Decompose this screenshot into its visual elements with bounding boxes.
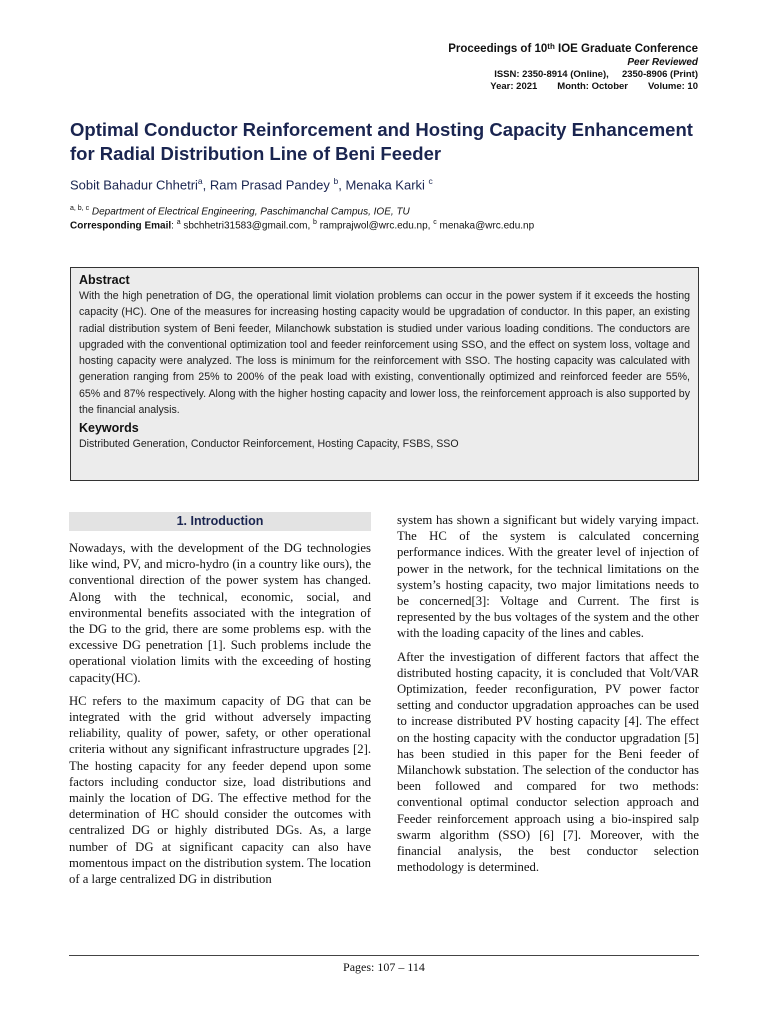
body-paragraph: Nowadays, with the development of the DG technologies like wind, PV, and micro-hydro (in a country like ours), the conventional direction of the power system has changed. Along with the technical, economic, social, and environmental benefits associated with the integration of the DG to the grid, there are some problems esp. with the excessive DG penetration [1]. Such problems include the operational violation limits with the exceeding of hosting capacity(HC).: [69, 541, 371, 685]
section-heading-introduction: 1. Introduction: [69, 512, 371, 531]
issue-line: Year: 2021 Month: October Volume: 10: [490, 81, 698, 92]
email-link[interactable]: menaka@wrc.edu.np: [436, 220, 535, 232]
abstract-box: [70, 267, 699, 481]
email-link[interactable]: ramprajwol@wrc.edu.np,: [316, 220, 434, 232]
right-column: [397, 512, 699, 882]
author-name: Sobit Bahadur Chhetri: [70, 177, 198, 193]
abstract-text: With the high penetration of DG, the operational limit violation problems can occur in the power system if it exceeds the hosting capacity (HC). One of the measures for increasing hosting capacity would be upgradation of conductor. In this paper, an existing radial distribution system of Beni feeder, Milanchowk substation is studied under various loading conditions. The conductors are upgraded with the conventional optimization tool and feeder reinforcement using SSO, and the effect on system loss, voltage and hosting capacity were analyzed. The loss is minimum for the reinforcement with SSO. The hosting capacity was calculated with generation ranging from 25% to 200% of the peak load with existing, conventionally optimized and reinforced feeder are 55%, 65% and 87% respectively. Along with the higher hosting capacity and lower loss, the reinforcement approach is also supported by the financial analysis.: [79, 290, 690, 417]
body-paragraph: HC refers to the maximum capacity of DG that can be integrated with the grid without adversely impacting reliability, quality of power, safety, or other operational criteria without any significant infrastructure upgrades [2]. The hosting capacity for any feeder depend upon some factors including conductor size, load distributions and mainly the location of DG. The effective method for the determination of HC should consider the outcomes with centralized DG or highly distributed DGs. As, a large number of DG at significant capacity can also have momentous impact on the distribution system. The location of a large centralized DG in distribution: [69, 693, 371, 887]
corresponding-email: Corresponding Email: $^a$ sbchhetri31583@gmail.com, $^b$ ramprajwol@wrc.edu.np, $^c$ menaka@wrc.edu.np: [70, 219, 535, 232]
page-range: Pages: 107 – 114: [343, 960, 425, 974]
abstract-heading: Abstract: [79, 273, 130, 287]
footer-divider: [69, 955, 699, 956]
conference-name: Proceedings of 10th IOE Graduate Conference: [448, 42, 698, 55]
journal-header: [448, 42, 698, 93]
peer-reviewed-label: Peer Reviewed: [627, 57, 698, 68]
issn-line: ISSN: 2350-8914 (Online), 2350-8906 (Print): [494, 69, 698, 80]
author-name: Ram Prasad Pandey: [209, 177, 334, 193]
paper-title: Optimal Conductor Reinforcement and Hosting Capacity Enhancement for Radial Distribution Line of Beni Feeder: [70, 119, 693, 164]
left-column: [69, 512, 371, 894]
body-paragraph: system has shown a significant but widely varying impact. The HC of the system is calculated concerning performance indices. With the greater level of injection of power in the network, for the technical limitations on the system’s hosting capacity, two major limitations needs to be concerned[3]: Voltage and Current. The first is represented by the bus voltages of the system and the other with the loading capacity of the lines and cables.: [397, 513, 699, 641]
affiliation: $^{a, b, c}$ Department of Electrical Engineering, Paschimanchal Campus, IOE, TU: [70, 205, 410, 218]
body-paragraph: After the investigation of different factors that affect the distributed hosting capacity, it is concluded that Volt/VAR Optimization, feeder reconfiguration, PV power factor setting and conductor upgradation approaches can be used to increase distributed PV hosting capacity [4]. The effect on the hosting capacity with the conductor upgradation [5] has been studied in this paper for the Beni feeder of Milanchowk substation. The selection of the conductor has been followed and compared for two methods: conventional optimal conductor selection approach and Feeder reinforcement approach using a bio-inspired salp swarm algorithm (SSO) [6] [7]. Moreover, with the financial analysis, the best conductor selection methodology is determined.: [397, 649, 699, 875]
author-name: Menaka Karki: [345, 177, 429, 193]
keywords-heading: Keywords: [79, 421, 139, 436]
keywords-text: Distributed Generation, Conductor Reinforcement, Hosting Capacity, FSBS, SSO: [79, 438, 459, 451]
author-list: Sobit Bahadur Chhetri$^a$, Ram Prasad Pandey $^b$, Menaka Karki $^c$: [70, 176, 433, 193]
email-link[interactable]: sbchhetri31583@gmail.com,: [180, 220, 314, 232]
